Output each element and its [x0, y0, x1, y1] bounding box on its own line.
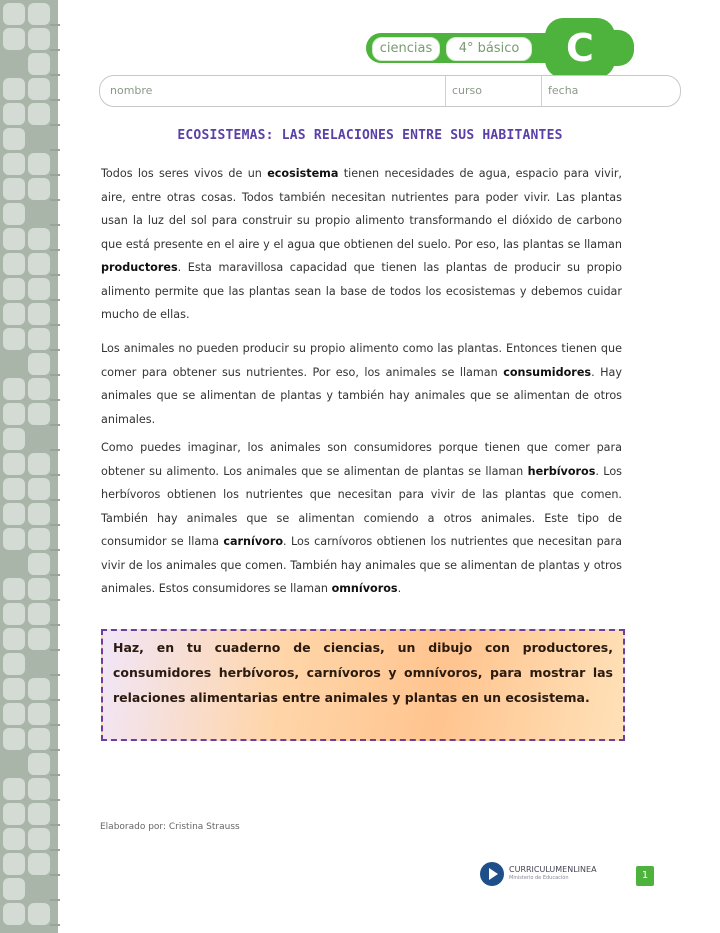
strip-tick — [50, 24, 60, 26]
strip-tick — [50, 249, 60, 251]
strip-tick — [50, 324, 60, 326]
strip-cell — [3, 53, 25, 75]
strip-cell — [28, 703, 50, 725]
strip-cell — [3, 453, 25, 475]
strip-cell — [3, 178, 25, 200]
strip-cell — [3, 903, 25, 925]
strip-tick — [50, 574, 60, 576]
strip-cell — [28, 678, 50, 700]
logo-name: CURRICULUMENLINEA — [509, 865, 597, 874]
strip-cell — [28, 478, 50, 500]
strip-tick — [50, 149, 60, 151]
strip-cell — [28, 628, 50, 650]
keyword-omnivoros: omnívoros — [331, 582, 398, 595]
strip-cell — [3, 503, 25, 525]
strip-cell — [3, 403, 25, 425]
strip-tick — [50, 399, 60, 401]
task-instructions: Haz, en tu cuaderno de ciencias, un dibujo con productores, consumidores herbívoros, carnívoros y omnívoros, para mostrar las relaciones alimentarias entre animales y plantas en un ecosistema. — [113, 640, 613, 705]
strip-tick — [50, 674, 60, 676]
strip-cell — [3, 678, 25, 700]
strip-cell — [28, 328, 50, 350]
paragraph-1: Todos los seres vivos de un ecosistema tienen necesidades de agua, espacio para vivir, aire, entre otras cosas. Todos también necesitan nutrientes para poder vivir. Las plantas usan la luz del sol para construir su propio alimento transformando el dióxido de carbono que está presente en el aire y el agua que obtienen del suelo. Por eso, las plantas se llaman productores. Esta maravillosa capacidad que tienen las plantas de producir su propio alimento permite que las plantas sean la base de todos los ecosistemas y debemos cuidar mucho de ellas. — [101, 167, 622, 321]
strip-cell — [3, 228, 25, 250]
strip-cell — [28, 303, 50, 325]
strip-cell — [3, 878, 25, 900]
strip-cell — [28, 853, 50, 875]
strip-ticks — [50, 0, 60, 933]
strip-tick — [50, 549, 60, 551]
strip-cell — [28, 378, 50, 400]
strip-cell — [28, 53, 50, 75]
paragraph-3: Como puedes imaginar, los animales son consumidores porque tienen que comer para obtener su alimento. Los animales que se alimentan de plantas se llaman herbívoros. Los herbívoros obtienen los nutrientes que necesitan para vivir de las plantas que comen. También hay animales que se alimentan comiendo a otros animales. Este tipo de consumidor se llama carnívoro. Los carnívoros obtienen los nutrientes que necesitan para vivir de los animales que comen. También hay animales que se alimentan de plantas y otros animales. Estos consumidores se llaman omnívoros. — [101, 441, 623, 595]
strip-tick — [50, 274, 60, 276]
strip-tick — [50, 599, 60, 601]
strip-tick — [50, 799, 60, 801]
decorative-side-strip — [0, 0, 58, 933]
strip-cell — [28, 903, 50, 925]
strip-cell — [3, 278, 25, 300]
date-field[interactable]: fecha — [548, 84, 579, 97]
strip-cell — [28, 803, 50, 825]
strip-cell — [3, 103, 25, 125]
strip-cell — [3, 603, 25, 625]
strip-cell — [28, 178, 50, 200]
strip-tick — [50, 874, 60, 876]
logo-subtitle: Ministerio de Educación — [509, 875, 569, 881]
strip-tick — [50, 449, 60, 451]
strip-tick — [50, 299, 60, 301]
strip-cell — [28, 128, 50, 150]
keyword-ecosistema: ecosistema — [267, 167, 339, 180]
strip-cell — [28, 578, 50, 600]
strip-cell — [28, 153, 50, 175]
strip-cell — [3, 578, 25, 600]
strip-cell — [28, 28, 50, 50]
subject-badge: C — [545, 18, 615, 78]
strip-cell — [3, 653, 25, 675]
strip-cell — [28, 828, 50, 850]
strip-cell — [28, 603, 50, 625]
strip-tick — [50, 524, 60, 526]
strip-cell — [3, 353, 25, 375]
strip-cell — [28, 78, 50, 100]
strip-cell — [28, 553, 50, 575]
strip-cell — [28, 253, 50, 275]
strip-tick — [50, 699, 60, 701]
strip-tick — [50, 224, 60, 226]
strip-cell — [28, 728, 50, 750]
strip-tick — [50, 124, 60, 126]
strip-cell — [3, 553, 25, 575]
strip-cell — [28, 203, 50, 225]
strip-cell — [28, 228, 50, 250]
strip-cell — [28, 753, 50, 775]
subject-tag: ciencias — [372, 37, 440, 61]
keyword-consumidores: consumidores — [503, 365, 592, 379]
strip-cell — [3, 253, 25, 275]
strip-cell — [28, 528, 50, 550]
strip-tick — [50, 749, 60, 751]
strip-cell — [3, 778, 25, 800]
strip-cell — [3, 828, 25, 850]
strip-cell — [3, 478, 25, 500]
strip-cell — [28, 503, 50, 525]
divider — [541, 76, 542, 106]
play-logo-icon — [480, 862, 504, 886]
strip-cell — [28, 878, 50, 900]
strip-cell — [28, 428, 50, 450]
page-title: ECOSISTEMAS: LAS RELACIONES ENTRE SUS HABITANTES — [177, 128, 563, 143]
strip-tick — [50, 349, 60, 351]
strip-tick — [50, 499, 60, 501]
strip-tick — [50, 899, 60, 901]
strip-pattern — [3, 3, 50, 925]
strip-tick — [50, 474, 60, 476]
strip-cell — [3, 803, 25, 825]
strip-cell — [3, 203, 25, 225]
page-number: 1 — [636, 866, 654, 886]
strip-cell — [3, 628, 25, 650]
course-field[interactable]: curso — [452, 84, 483, 97]
strip-cell — [3, 728, 25, 750]
grade-tag: 4° básico — [446, 37, 532, 61]
keyword-productores: productores — [101, 261, 178, 274]
strip-tick — [50, 374, 60, 376]
strip-cell — [3, 703, 25, 725]
strip-tick — [50, 99, 60, 101]
strip-cell — [3, 3, 25, 25]
strip-tick — [50, 724, 60, 726]
strip-tick — [50, 424, 60, 426]
keyword-herbivoros: herbívoros — [527, 464, 596, 478]
strip-tick — [50, 74, 60, 76]
strip-tick — [50, 649, 60, 651]
strip-tick — [50, 924, 60, 926]
strip-cell — [3, 78, 25, 100]
strip-cell — [3, 528, 25, 550]
strip-cell — [28, 278, 50, 300]
strip-cell — [3, 328, 25, 350]
strip-cell — [3, 428, 25, 450]
strip-cell — [28, 778, 50, 800]
strip-cell — [3, 128, 25, 150]
student-info-row — [99, 75, 681, 107]
strip-cell — [3, 753, 25, 775]
strip-cell — [3, 28, 25, 50]
strip-tick — [50, 624, 60, 626]
keyword-carnivoro: carnívoro — [223, 535, 284, 548]
strip-tick — [50, 824, 60, 826]
strip-cell — [3, 378, 25, 400]
divider — [445, 76, 446, 106]
strip-cell — [3, 853, 25, 875]
strip-tick — [50, 849, 60, 851]
strip-tick — [50, 49, 60, 51]
author-credit: Elaborado por: Cristina Strauss — [100, 822, 240, 832]
strip-cell — [28, 653, 50, 675]
paragraph-2: Los animales no pueden producir su propio alimento como las plantas. Entonces tienen que comer para obtener sus nutrientes. Por eso, los animales se llaman consumidores. Hay animales que se alimentan de plantas y también hay animales que se alimentan de otros animales. — [101, 342, 622, 426]
strip-tick — [50, 199, 60, 201]
strip-cell — [28, 353, 50, 375]
strip-cell — [3, 303, 25, 325]
strip-cell — [3, 153, 25, 175]
strip-cell — [28, 453, 50, 475]
name-field[interactable]: nombre — [110, 84, 153, 97]
strip-cell — [28, 403, 50, 425]
strip-tick — [50, 174, 60, 176]
task-box — [101, 629, 625, 741]
curriculum-logo — [480, 862, 597, 886]
strip-cell — [28, 3, 50, 25]
strip-cell — [28, 103, 50, 125]
strip-tick — [50, 774, 60, 776]
